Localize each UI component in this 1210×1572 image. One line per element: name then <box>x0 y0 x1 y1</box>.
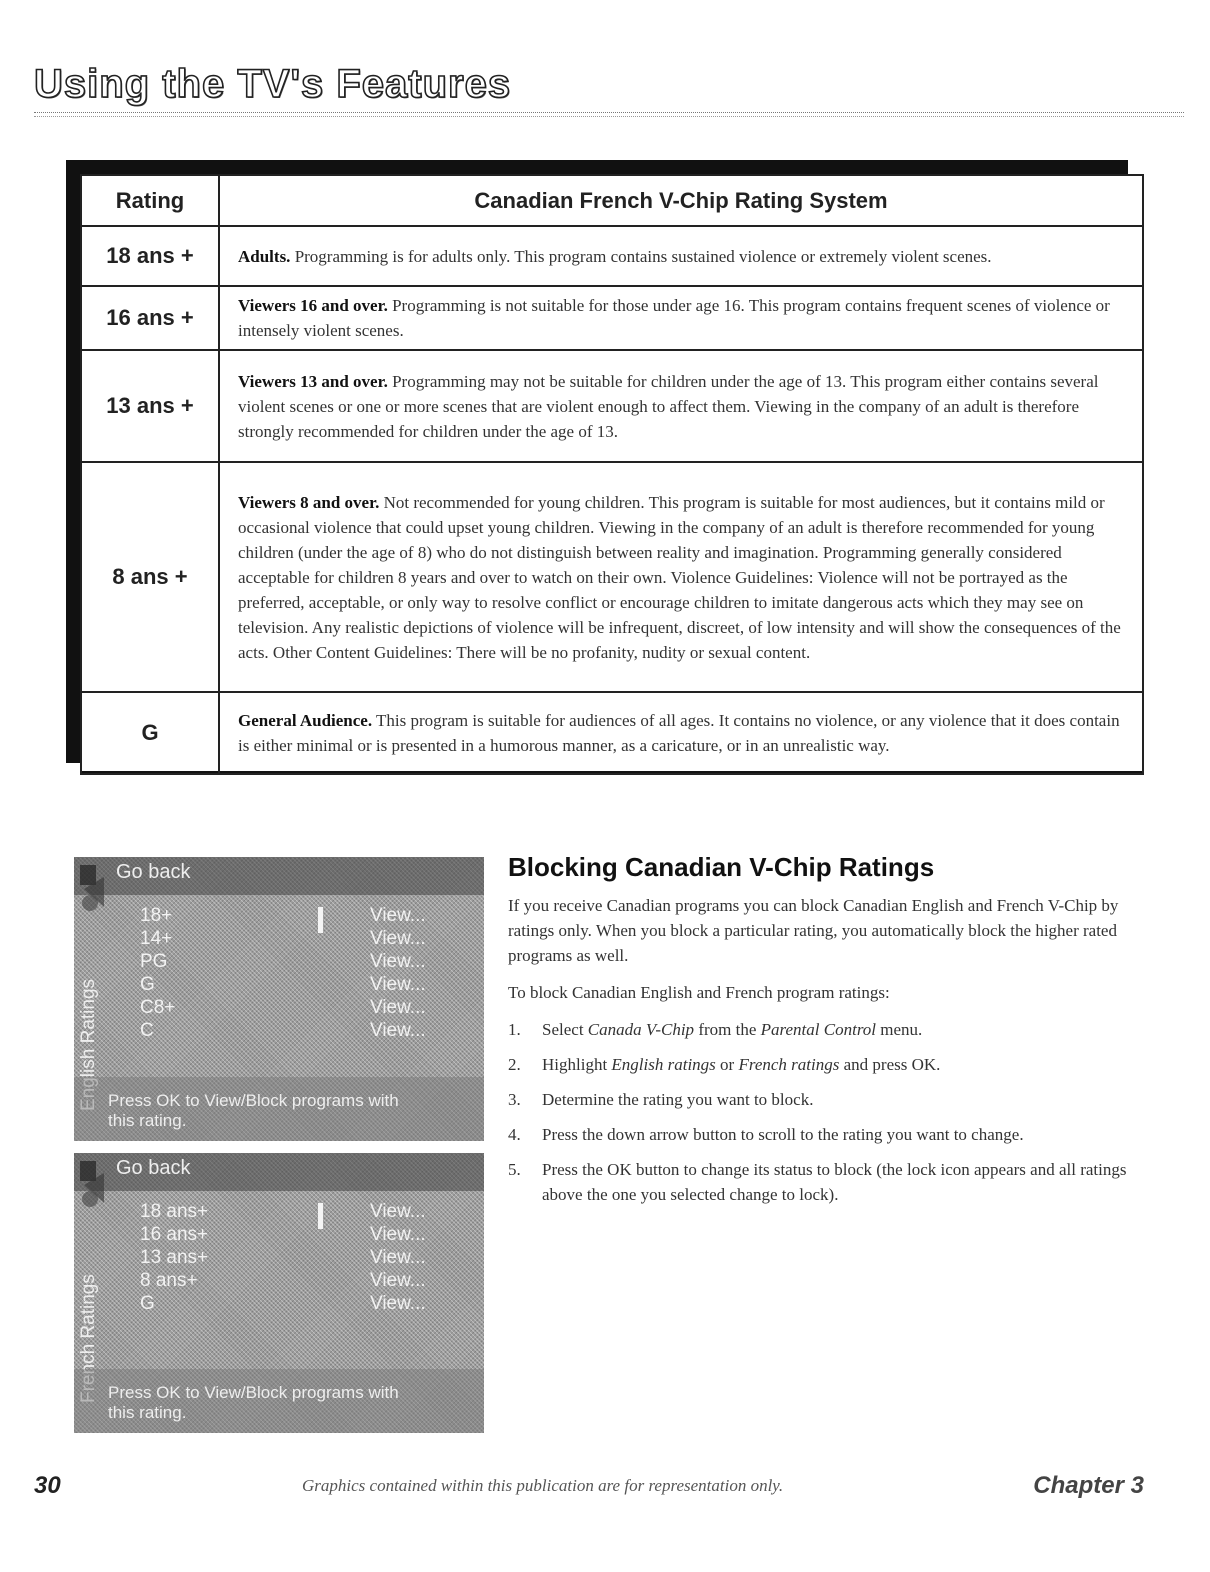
list-item[interactable] <box>140 1270 470 1293</box>
view-option[interactable]: View... <box>370 1247 426 1268</box>
steps-lead: To block Canadian English and French program ratings: <box>508 983 890 1002</box>
view-option[interactable]: View... <box>370 1020 426 1041</box>
ratings-table <box>80 174 1144 775</box>
page-footer <box>34 1472 1144 1502</box>
view-option[interactable]: View... <box>370 1201 426 1222</box>
rating-label: 18+ <box>140 905 173 926</box>
menu-back-icon <box>78 1159 110 1211</box>
step-number: 4. <box>508 1125 521 1144</box>
list-item[interactable] <box>140 1020 470 1043</box>
step-text: or <box>715 1055 739 1074</box>
menu-back-icon <box>78 863 110 915</box>
list-item[interactable] <box>140 997 470 1020</box>
view-option[interactable]: View... <box>370 974 426 995</box>
step-item <box>508 1087 1128 1112</box>
go-back-item[interactable]: Go back <box>116 1157 191 1179</box>
list-item[interactable] <box>140 1247 470 1270</box>
description-lead: Viewers 16 and over. <box>238 296 388 315</box>
table-row <box>81 286 1143 350</box>
page-header <box>34 62 1184 117</box>
description-cell <box>219 286 1143 350</box>
intro-paragraph: If you receive Canadian programs you can block Canadian English and French V-Chip by ratings only. When you block a particular rating, you automatically block the higher rated programs as well. <box>508 896 1119 965</box>
table-row <box>81 350 1143 462</box>
view-option[interactable]: View... <box>370 905 426 926</box>
step-text: Determine the rating you want to block. <box>542 1090 814 1109</box>
list-item[interactable] <box>140 905 470 928</box>
view-option[interactable]: View... <box>370 928 426 949</box>
menu-name: French ratings <box>738 1055 840 1074</box>
section-title: Blocking Canadian V-Chip Ratings <box>508 852 935 882</box>
description-cell <box>219 692 1143 774</box>
step-text: Press the down arrow button to scroll to the rating you want to change. <box>542 1125 1024 1144</box>
rating-label: 16 ans+ <box>140 1224 209 1245</box>
english-ratings-side-label: English Ratings <box>78 978 99 1111</box>
blocking-section <box>508 852 1128 1217</box>
list-item[interactable] <box>140 928 470 951</box>
rating-label: 13 ans+ <box>140 1247 209 1268</box>
step-text: and press OK. <box>839 1055 941 1074</box>
rating-cell: 8 ans + <box>81 462 219 692</box>
table-row <box>81 462 1143 692</box>
help-text: Press OK to View/Block programs with this rating. <box>108 1091 399 1130</box>
english-ratings-screen <box>74 857 484 1141</box>
menu-name: English ratings <box>611 1055 716 1074</box>
rating-label: G <box>140 974 155 995</box>
view-option[interactable]: View... <box>370 951 426 972</box>
step-text: Press the OK button to change its status to block (the lock icon appears and all ratings above the one you selected change to lock). <box>542 1160 1127 1204</box>
step-text: Highlight <box>542 1055 612 1074</box>
table-row <box>81 226 1143 286</box>
rating-cell: 13 ans + <box>81 350 219 462</box>
rating-label: C <box>140 1020 154 1041</box>
header-rule <box>34 112 1184 117</box>
description-cell <box>219 462 1143 692</box>
page-number: 30 <box>34 1472 61 1499</box>
view-option[interactable]: View... <box>370 1224 426 1245</box>
description-lead: Viewers 13 and over. <box>238 371 388 391</box>
rating-label: PG <box>140 951 168 972</box>
french-ratings-side-label: French Ratings <box>78 1274 99 1403</box>
view-option[interactable]: View... <box>370 1293 426 1314</box>
french-ratings-screen <box>74 1153 484 1433</box>
step-number: 5. <box>508 1160 521 1179</box>
step-item <box>508 1122 1128 1147</box>
rating-label: C8+ <box>140 997 176 1018</box>
step-item <box>508 1157 1128 1207</box>
view-option[interactable]: View... <box>370 997 426 1018</box>
description-text: Programming is not suitable for those under age 16. This program contains frequent scenes of violence or intensely violent scenes. <box>238 296 1110 340</box>
step-number: 2. <box>508 1055 521 1074</box>
description-text: Not recommended for young children. This program is suitable for most audiences, but it contains mild or occasional violence that could upset young children. Viewing in the company of an adult is therefore recommended for young children (under the age of 8) who do not distinguish between reality and imagination. Programming generally considered acceptable for children 8 years and over to watch on their own. Violence Guidelines: Violence will not be portrayed as the preferred, acceptable, or only way to resolve conflict or encourage children to imitate dangerous acts which they may see on television. Any realistic depictions of violence will be infrequent, discreet, of low intensity and will show the consequences of the acts. Other Content Guidelines: There will be no profanity, nudity or sexual content. <box>238 492 1121 662</box>
rating-cell: G <box>81 692 219 774</box>
step-number: 1. <box>508 1020 521 1039</box>
description-lead: Adults. <box>238 246 291 266</box>
list-item[interactable] <box>140 1293 470 1316</box>
description-cell <box>219 226 1143 286</box>
rating-column-header: Rating <box>81 175 219 226</box>
step-text: Select <box>542 1020 588 1039</box>
list-item[interactable] <box>140 974 470 997</box>
rating-label: 14+ <box>140 928 173 949</box>
list-item[interactable] <box>140 1224 470 1247</box>
step-text: menu. <box>876 1020 923 1039</box>
menu-name: Canada V-Chip <box>587 1020 695 1039</box>
description-text: Programming may not be suitable for children under the age of 13. This program either contains several violent scenes or one or more scenes that are violent enough to affect them. Viewing in the company of an adult is therefore strongly recommended for children under the age of 13. <box>238 371 1099 441</box>
description-cell <box>219 350 1143 462</box>
step-item <box>508 1017 1128 1042</box>
french-ratings-list <box>140 1201 470 1316</box>
step-item <box>508 1052 1128 1077</box>
footer-note: Graphics contained within this publication are for representation only. <box>302 1476 784 1495</box>
rating-label: G <box>140 1293 155 1314</box>
table-row <box>81 692 1143 774</box>
step-text: from the <box>694 1020 761 1039</box>
go-back-item[interactable]: Go back <box>116 861 191 883</box>
description-lead: Viewers 8 and over. <box>238 492 380 512</box>
rating-label: 18 ans+ <box>140 1201 209 1222</box>
list-item[interactable] <box>140 951 470 974</box>
step-number: 3. <box>508 1090 521 1109</box>
description-text: Programming is for adults only. This program contains sustained violence or extremely violent scenes. <box>290 246 992 266</box>
description-text: This program is suitable for audiences of all ages. It contains no violence, or any violence that it does contain is either minimal or is presented in a humorous manner, as a caricature, or in an unrealistic way. <box>238 711 1120 755</box>
rating-cell: 16 ans + <box>81 286 219 350</box>
rating-table-block <box>66 160 1146 775</box>
steps-list <box>508 1017 1128 1207</box>
rating-cell: 18 ans + <box>81 226 219 286</box>
help-text: Press OK to View/Block programs with this rating. <box>108 1383 399 1422</box>
view-option[interactable]: View... <box>370 1270 426 1291</box>
chapter-label: Chapter 3 <box>1033 1472 1144 1499</box>
rating-label: 8 ans+ <box>140 1270 198 1291</box>
table-header-row <box>81 175 1143 226</box>
description-lead: General Audience. <box>238 711 373 730</box>
page-title: Using the TV's Features <box>34 62 512 106</box>
system-column-header: Canadian French V-Chip Rating System <box>219 175 1143 226</box>
menu-name: Parental Control <box>760 1020 877 1039</box>
list-item[interactable] <box>140 1201 470 1224</box>
english-ratings-list <box>140 905 470 1043</box>
